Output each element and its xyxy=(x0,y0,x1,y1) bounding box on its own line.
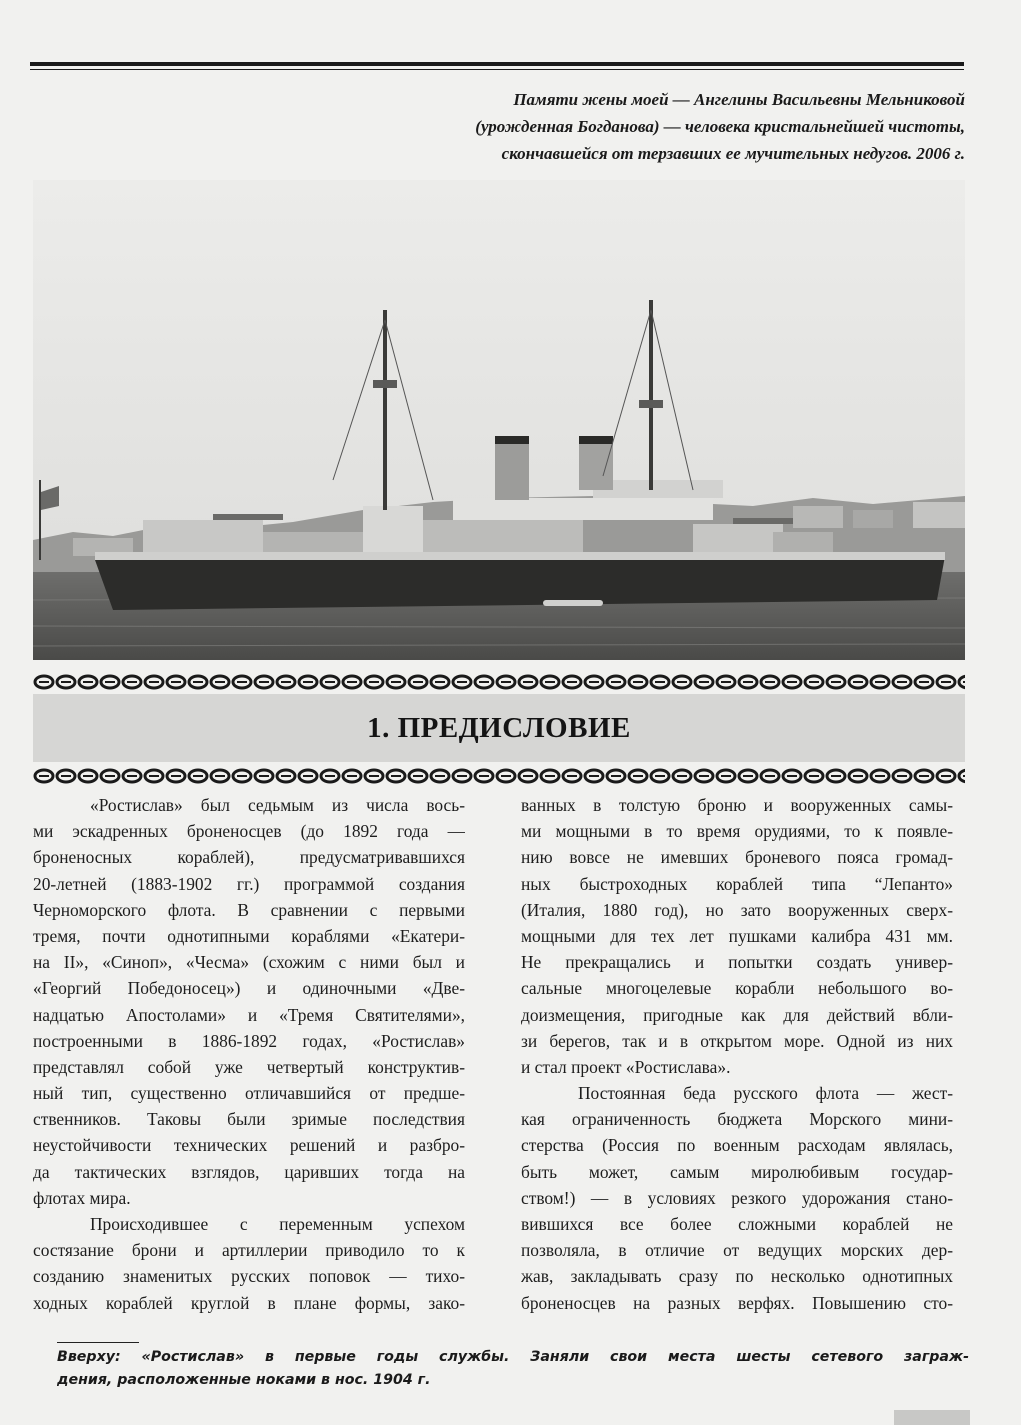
text-line: ми мощными в то время орудиями, то к появле- xyxy=(521,821,953,842)
text-line: позволяла, в отличие от ведущих морских дер- xyxy=(521,1240,953,1261)
text-line: Не прекращались и попытки создать универ- xyxy=(521,952,953,973)
text-line: Постоянная беда русского флота — жест- xyxy=(578,1083,953,1104)
text-column-right xyxy=(521,792,953,1316)
text-line: ми эскадренных броненосцев (до 1892 года — xyxy=(33,821,465,842)
chapter-title: 1. ПРЕДИСЛОВИЕ xyxy=(367,712,631,744)
text-line: стерства (Россия по военным расходам являлась, xyxy=(521,1135,953,1156)
text-line: ванных в толстую броню и вооруженных самы- xyxy=(521,795,953,815)
caption-rule xyxy=(57,1342,139,1343)
caption-line: дения, расположенные ноками в нос. 1904 г. xyxy=(57,1372,431,1388)
text-line: да тактических взглядов, царивших тогда на xyxy=(33,1161,465,1182)
battleship-photo xyxy=(33,180,965,660)
photo-caption xyxy=(57,1346,969,1392)
text-line: на II», «Синоп», «Чесма» (схожим с ними был и xyxy=(33,952,465,973)
text-line: тремя, почти однотипными кораблями «Екатери- xyxy=(33,925,465,946)
text-column-left xyxy=(33,792,465,1316)
text-line: созданию знаменитых русских поповок — тихо- xyxy=(33,1266,465,1287)
text-line: 20-летней (1883-1902 гг.) программой создания xyxy=(33,873,465,894)
text-line: сальные многоцелевые корабли небольшого во- xyxy=(521,978,953,999)
caption-line: Вверху: «Ростислав» в первые годы службы. Заняли свои места шесты сетевого заграж- xyxy=(57,1349,969,1365)
text-line: броненосных кораблей), предусматривавшихся xyxy=(33,847,465,868)
dedication xyxy=(325,86,965,167)
text-line: ством!) — в условиях резкого удорожания стано- xyxy=(521,1187,953,1208)
text-line: (Италия, 1880 год), но зато вооруженных сверх- xyxy=(521,899,953,920)
text-line: ный тип, существенно отличавшийся от предше- xyxy=(33,1083,465,1104)
dedication-line: (урожденная Богданова) — человека кристальнейшей чистоты, xyxy=(475,117,965,136)
dedication-line: скончавшейся от терзавших ее мучительных недугов. 2006 г. xyxy=(501,144,965,163)
text-line: ственников. Таковы были зримые последствия xyxy=(33,1109,465,1130)
text-line: Происходившее с переменным успехом xyxy=(90,1214,465,1234)
text-line: мощными для тех лет пушками калибра 431 мм. xyxy=(521,925,953,946)
text-line: жав, закладывать сразу по несколько однотипных xyxy=(521,1266,953,1287)
text-line: вившихся все более сложными кораблей не xyxy=(521,1214,953,1234)
text-line: Черноморского флота. В сравнении с первыми xyxy=(33,899,465,920)
text-line: «Ростислав» был седьмым из числа вось- xyxy=(90,795,465,815)
text-line: доизмещения, пригодные как для действий вбли- xyxy=(521,1004,953,1025)
text-line: броненосцев на разных верфях. Повышению сто- xyxy=(521,1292,953,1313)
text-line: ных быстроходных кораблей типа “Лепанто» xyxy=(521,873,953,894)
text-line: «Георгий Победоносец») и одиночными «Две- xyxy=(33,978,465,999)
text-line: неустойчивости технических решений и разбро- xyxy=(33,1135,465,1156)
top-rule xyxy=(30,62,964,72)
dedication-line: Памяти жены моей — Ангелины Васильевны Мельниковой xyxy=(513,90,965,109)
text-line: нию вовсе не имевших броневого пояса громад- xyxy=(521,847,953,868)
page-number-tab xyxy=(894,1410,970,1425)
chain-border-top xyxy=(33,674,965,690)
text-line: состязание брони и артиллерии приводило то к xyxy=(33,1240,465,1261)
text-line: ходных кораблей круглой в плане формы, зако- xyxy=(33,1292,465,1313)
text-line: представлял собой уже четвертый конструктив- xyxy=(33,1056,465,1077)
text-line: флотах мира. xyxy=(33,1187,131,1208)
text-line: надцатью Апостолами» и «Тремя Святителями», xyxy=(33,1004,465,1025)
chain-border-bottom xyxy=(33,768,965,784)
text-line: быть может, самым миролюбивым государ- xyxy=(521,1161,953,1182)
text-line: построенными в 1886-1892 годах, «Ростислав» xyxy=(33,1030,465,1051)
text-line: кая ограниченность бюджета Морского мини- xyxy=(521,1109,953,1130)
chapter-title-band xyxy=(33,694,965,762)
text-line: зи берегов, так и в открытом море. Одной из них xyxy=(521,1030,953,1051)
text-line: и стал проект «Ростислава». xyxy=(521,1056,731,1077)
